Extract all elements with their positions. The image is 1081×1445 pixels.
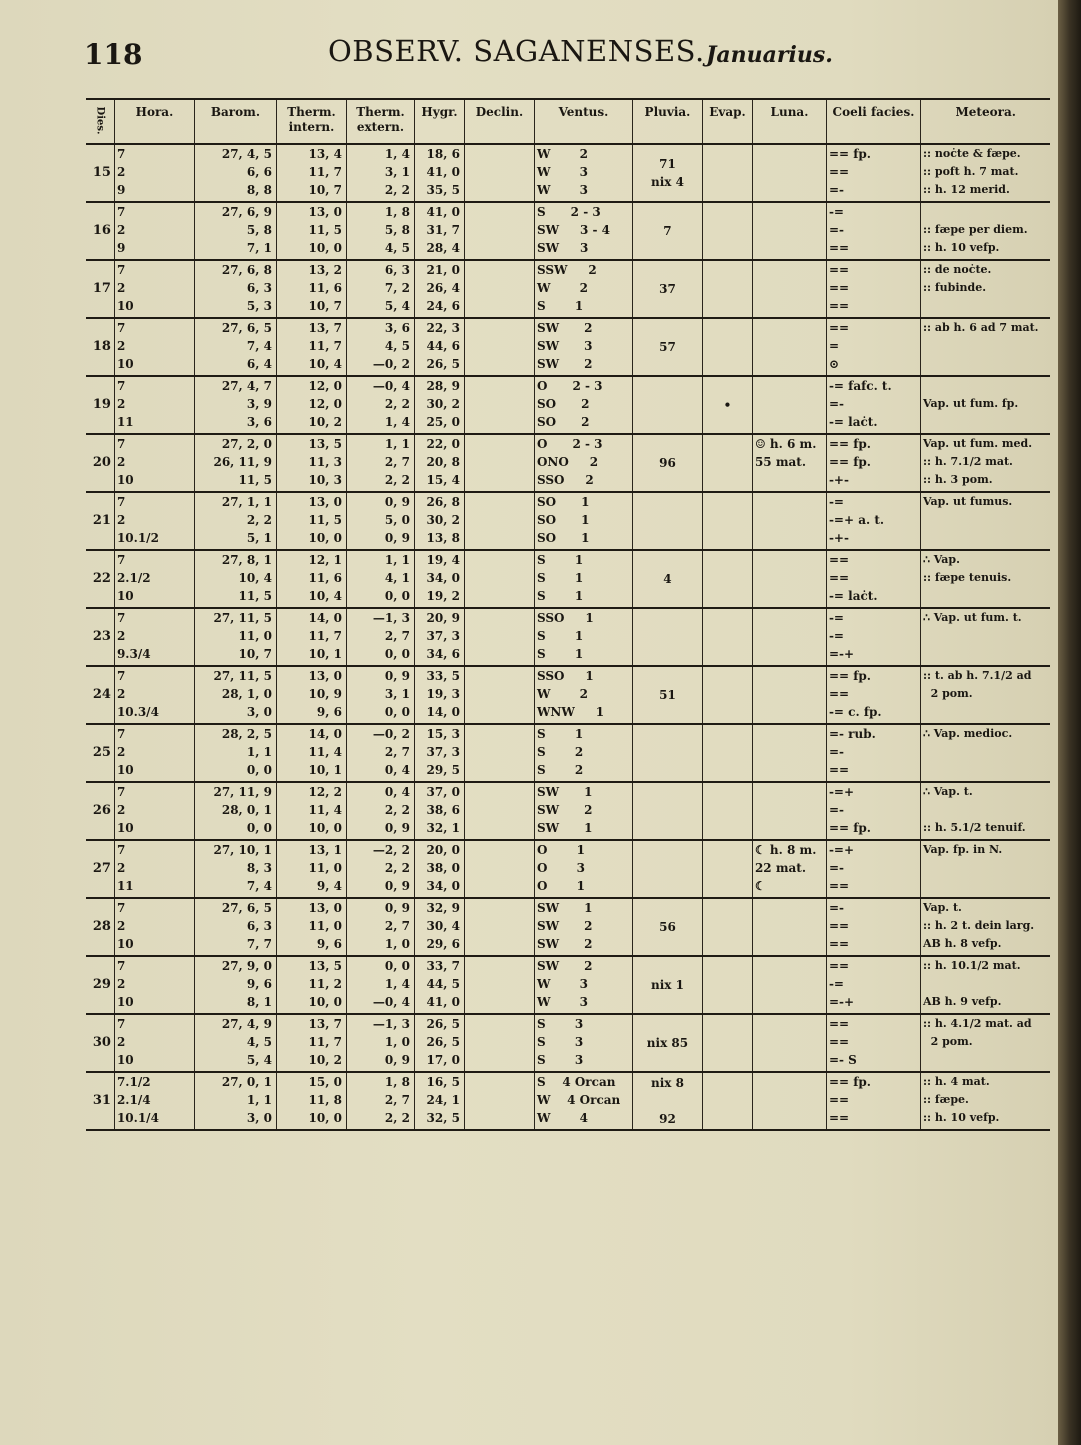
cell-ventus: S 4 Orcan W 4 Orcan W 4 [534, 1072, 632, 1130]
cell-hora: 7 2 11 [114, 840, 194, 898]
cell-pluvia [632, 840, 702, 898]
cell-ventus: SW 2 W 3 W 3 [534, 956, 632, 1014]
cell-therm-extern: 1, 8 5, 8 4, 5 [346, 202, 414, 260]
cell-declin [464, 318, 534, 376]
cell-coeli-facies: == -= =-+ [826, 956, 920, 1014]
cell-pluvia: 51 [632, 666, 702, 724]
cell-barom: 27, 6, 5 7, 4 6, 4 [194, 318, 276, 376]
cell-barom: 28, 2, 5 1, 1 0, 0 [194, 724, 276, 782]
header-luna: Luna. [752, 99, 826, 144]
header-dies: Dies. [86, 99, 114, 144]
cell-meteora: ∴ Vap. :: fæpe tenuis. [920, 550, 1050, 608]
cell-evap [702, 782, 752, 840]
table-row [86, 492, 1050, 550]
cell-ventus: SO 1 SO 1 SO 1 [534, 492, 632, 550]
cell-ventus: SW 1 SW 2 SW 1 [534, 782, 632, 840]
cell-pluvia: 57 [632, 318, 702, 376]
table-row [86, 782, 1050, 840]
cell-hygr: 16, 5 24, 1 32, 5 [414, 1072, 464, 1130]
cell-coeli-facies: == == =- S [826, 1014, 920, 1072]
cell-luna [752, 318, 826, 376]
cell-luna [752, 550, 826, 608]
cell-ventus: S 1 S 1 S 1 [534, 550, 632, 608]
cell-declin [464, 1014, 534, 1072]
cell-meteora: Vap. ut fumus. [920, 492, 1050, 550]
header-hygr: Hygr. [414, 99, 464, 144]
cell-therm-extern: 0, 9 2, 7 1, 0 [346, 898, 414, 956]
cell-declin [464, 434, 534, 492]
cell-barom: 27, 4, 7 3, 9 3, 6 [194, 376, 276, 434]
cell-pluvia [632, 608, 702, 666]
cell-evap [702, 956, 752, 1014]
cell-therm-intern: 13, 5 11, 3 10, 3 [276, 434, 346, 492]
observations-table [86, 98, 1050, 1131]
cell-day: 28 [86, 898, 114, 956]
cell-evap [702, 724, 752, 782]
cell-hora: 7 2 10 [114, 1014, 194, 1072]
cell-meteora: :: de noċte. :: fubinde. [920, 260, 1050, 318]
cell-barom: 27, 6, 5 6, 3 7, 7 [194, 898, 276, 956]
cell-pluvia: 96 [632, 434, 702, 492]
cell-pluvia: 37 [632, 260, 702, 318]
cell-meteora: :: h. 4.1/2 mat. ad 2 pom. [920, 1014, 1050, 1072]
cell-hygr: 28, 9 30, 2 25, 0 [414, 376, 464, 434]
cell-coeli-facies: -=+ =- == fp. [826, 782, 920, 840]
cell-hora: 7 2 10 [114, 782, 194, 840]
cell-pluvia [632, 724, 702, 782]
cell-coeli-facies: == fp. == fp. -+- [826, 434, 920, 492]
cell-therm-extern: 0, 0 1, 4 —0, 4 [346, 956, 414, 1014]
table-body [86, 144, 1050, 1130]
table-row [86, 1072, 1050, 1130]
cell-hygr: 37, 0 38, 6 32, 1 [414, 782, 464, 840]
cell-day: 17 [86, 260, 114, 318]
cell-meteora: ∴ Vap. ut fum. t. [920, 608, 1050, 666]
cell-therm-intern: 13, 4 11, 7 10, 7 [276, 144, 346, 202]
cell-luna [752, 1072, 826, 1130]
cell-luna [752, 666, 826, 724]
cell-hygr: 18, 6 41, 0 35, 5 [414, 144, 464, 202]
cell-therm-extern: 3, 6 4, 5 —0, 2 [346, 318, 414, 376]
cell-day: 20 [86, 434, 114, 492]
cell-ventus: SSO 1 W 2 WNW 1 [534, 666, 632, 724]
cell-barom: 27, 11, 5 28, 1, 0 3, 0 [194, 666, 276, 724]
cell-meteora: :: t. ab h. 7.1/2 ad 2 pom. [920, 666, 1050, 724]
cell-ventus: S 2 - 3 SW 3 - 4 SW 3 [534, 202, 632, 260]
cell-therm-extern: —0, 2 2, 7 0, 4 [346, 724, 414, 782]
header-pluvia: Pluvia. [632, 99, 702, 144]
cell-luna [752, 1014, 826, 1072]
cell-day: 29 [86, 956, 114, 1014]
cell-hygr: 15, 3 37, 3 29, 5 [414, 724, 464, 782]
cell-luna [752, 202, 826, 260]
cell-evap [702, 1014, 752, 1072]
table-row [86, 550, 1050, 608]
cell-declin [464, 1072, 534, 1130]
cell-luna: ☾ h. 8 m. 22 mat. ☾ [752, 840, 826, 898]
cell-hora: 7.1/2 2.1/4 10.1/4 [114, 1072, 194, 1130]
table-row [86, 144, 1050, 202]
cell-therm-intern: 15, 0 11, 8 10, 0 [276, 1072, 346, 1130]
cell-therm-extern: —0, 4 2, 2 1, 4 [346, 376, 414, 434]
cell-evap [702, 608, 752, 666]
cell-luna [752, 376, 826, 434]
cell-declin [464, 782, 534, 840]
cell-therm-extern: 1, 1 2, 7 2, 2 [346, 434, 414, 492]
cell-ventus: SW 2 SW 3 SW 2 [534, 318, 632, 376]
cell-luna [752, 956, 826, 1014]
header-meteora: Meteora. [920, 99, 1050, 144]
cell-barom: 27, 1, 1 2, 2 5, 1 [194, 492, 276, 550]
header-barom: Barom. [194, 99, 276, 144]
cell-declin [464, 666, 534, 724]
cell-evap [702, 898, 752, 956]
page-binding-edge [1058, 0, 1081, 1445]
cell-day: 21 [86, 492, 114, 550]
cell-hora: 7 2 10.3/4 [114, 666, 194, 724]
cell-hygr: 22, 0 20, 8 15, 4 [414, 434, 464, 492]
header-declin: Declin. [464, 99, 534, 144]
cell-luna [752, 492, 826, 550]
cell-pluvia [632, 782, 702, 840]
cell-coeli-facies: == fp. == == [826, 1072, 920, 1130]
cell-therm-extern: 0, 9 3, 1 0, 0 [346, 666, 414, 724]
cell-barom: 27, 9, 0 9, 6 8, 1 [194, 956, 276, 1014]
cell-coeli-facies: -= =- == [826, 202, 920, 260]
cell-ventus: S 1 S 2 S 2 [534, 724, 632, 782]
table-row [86, 724, 1050, 782]
table-row [86, 666, 1050, 724]
cell-evap [702, 550, 752, 608]
cell-evap [702, 202, 752, 260]
header-evap: Evap. [702, 99, 752, 144]
cell-evap [702, 840, 752, 898]
cell-therm-extern: —1, 3 2, 7 0, 0 [346, 608, 414, 666]
cell-therm-extern: 1, 1 4, 1 0, 0 [346, 550, 414, 608]
cell-luna [752, 144, 826, 202]
cell-pluvia: nix 85 [632, 1014, 702, 1072]
cell-coeli-facies: -=+ =- == [826, 840, 920, 898]
cell-hygr: 33, 7 44, 5 41, 0 [414, 956, 464, 1014]
table-row [86, 202, 1050, 260]
cell-barom: 27, 4, 9 4, 5 5, 4 [194, 1014, 276, 1072]
cell-hora: 7 2 10 [114, 898, 194, 956]
cell-declin [464, 492, 534, 550]
cell-therm-intern: 13, 0 11, 5 10, 0 [276, 492, 346, 550]
cell-meteora: Vap. ut fum. med. :: h. 7.1/2 mat. :: h. 3 pom. [920, 434, 1050, 492]
cell-therm-extern: 1, 8 2, 7 2, 2 [346, 1072, 414, 1130]
cell-declin [464, 840, 534, 898]
cell-barom: 27, 2, 0 26, 11, 9 11, 5 [194, 434, 276, 492]
cell-therm-intern: 13, 7 11, 7 10, 4 [276, 318, 346, 376]
cell-hora: 7 2 10.1/2 [114, 492, 194, 550]
cell-evap [702, 492, 752, 550]
cell-meteora: ∴ Vap. medioc. [920, 724, 1050, 782]
cell-hora: 7 2 9.3/4 [114, 608, 194, 666]
cell-therm-extern: —1, 3 1, 0 0, 9 [346, 1014, 414, 1072]
cell-hygr: 33, 5 19, 3 14, 0 [414, 666, 464, 724]
cell-meteora: ∴ Vap. t. :: h. 5.1/2 tenuif. [920, 782, 1050, 840]
cell-evap [702, 666, 752, 724]
cell-hora: 7 2 9 [114, 144, 194, 202]
header-therm-intern: Therm. intern. [276, 99, 346, 144]
month-label: Januarius. [706, 42, 833, 68]
cell-meteora: Vap. ut fum. fp. [920, 376, 1050, 434]
cell-hygr: 32, 9 30, 4 29, 6 [414, 898, 464, 956]
table-row [86, 898, 1050, 956]
cell-day: 18 [86, 318, 114, 376]
header-therm-extern: Therm. extern. [346, 99, 414, 144]
cell-therm-intern: 13, 7 11, 7 10, 2 [276, 1014, 346, 1072]
cell-declin [464, 724, 534, 782]
cell-ventus: W 2 W 3 W 3 [534, 144, 632, 202]
cell-therm-extern: 6, 3 7, 2 5, 4 [346, 260, 414, 318]
cell-hygr: 26, 5 26, 5 17, 0 [414, 1014, 464, 1072]
cell-therm-intern: 12, 1 11, 6 10, 4 [276, 550, 346, 608]
table-row [86, 318, 1050, 376]
cell-meteora: :: h. 4 mat. :: fæpe. :: h. 10 vefp. [920, 1072, 1050, 1130]
cell-luna [752, 260, 826, 318]
cell-coeli-facies: -= -=+ a. t. -+- [826, 492, 920, 550]
cell-day: 22 [86, 550, 114, 608]
cell-barom: 27, 10, 1 8, 3 7, 4 [194, 840, 276, 898]
cell-coeli-facies: == = ⊙ [826, 318, 920, 376]
cell-declin [464, 376, 534, 434]
cell-ventus: SSO 1 S 1 S 1 [534, 608, 632, 666]
cell-coeli-facies: -= -= =-+ [826, 608, 920, 666]
table-row [86, 260, 1050, 318]
cell-evap [702, 1072, 752, 1130]
cell-pluvia: 7 [632, 202, 702, 260]
header-hora: Hora. [114, 99, 194, 144]
cell-declin [464, 260, 534, 318]
cell-luna [752, 724, 826, 782]
cell-coeli-facies: =- == == [826, 898, 920, 956]
cell-declin [464, 550, 534, 608]
cell-hygr: 26, 8 30, 2 13, 8 [414, 492, 464, 550]
cell-ventus: SSW 2 W 2 S 1 [534, 260, 632, 318]
cell-ventus: O 2 - 3 SO 2 SO 2 [534, 376, 632, 434]
cell-day: 30 [86, 1014, 114, 1072]
cell-hora: 7 2 10 [114, 956, 194, 1014]
cell-hygr: 21, 0 26, 4 24, 6 [414, 260, 464, 318]
cell-pluvia: nix 1 [632, 956, 702, 1014]
cell-ventus: S 3 S 3 S 3 [534, 1014, 632, 1072]
cell-therm-extern: —2, 2 2, 2 0, 9 [346, 840, 414, 898]
cell-day: 26 [86, 782, 114, 840]
cell-coeli-facies: == fp. == -= c. fp. [826, 666, 920, 724]
table-header [86, 99, 1050, 144]
cell-declin [464, 956, 534, 1014]
cell-hora: 7 2 10 [114, 260, 194, 318]
cell-barom: 27, 8, 1 10, 4 11, 5 [194, 550, 276, 608]
cell-barom: 27, 6, 9 5, 8 7, 1 [194, 202, 276, 260]
table-row [86, 434, 1050, 492]
cell-day: 16 [86, 202, 114, 260]
cell-hygr: 20, 9 37, 3 34, 6 [414, 608, 464, 666]
cell-evap [702, 434, 752, 492]
cell-ventus: O 1 O 3 O 1 [534, 840, 632, 898]
cell-pluvia: 56 [632, 898, 702, 956]
cell-evap [702, 260, 752, 318]
cell-therm-intern: 13, 0 11, 5 10, 0 [276, 202, 346, 260]
cell-barom: 27, 6, 8 6, 3 5, 3 [194, 260, 276, 318]
cell-day: 27 [86, 840, 114, 898]
cell-therm-intern: 13, 1 11, 0 9, 4 [276, 840, 346, 898]
cell-coeli-facies: == == == [826, 260, 920, 318]
table-row [86, 956, 1050, 1014]
cell-pluvia: 4 [632, 550, 702, 608]
cell-hora: 7 2 10 [114, 724, 194, 782]
cell-coeli-facies: == == -= laċt. [826, 550, 920, 608]
cell-declin [464, 202, 534, 260]
cell-therm-extern: 1, 4 3, 1 2, 2 [346, 144, 414, 202]
cell-hora: 7 2 10 [114, 318, 194, 376]
table-row [86, 840, 1050, 898]
page-title: OBSERV. SAGANENSES. [328, 34, 705, 68]
cell-luna [752, 608, 826, 666]
table-row [86, 376, 1050, 434]
cell-meteora: :: noċte & fæpe. :: poft h. 7 mat. :: h. 12 merid. [920, 144, 1050, 202]
header-ventus: Ventus. [534, 99, 632, 144]
cell-coeli-facies: =- rub. =- == [826, 724, 920, 782]
cell-luna: ☺ h. 6 m. 55 mat. [752, 434, 826, 492]
cell-declin [464, 898, 534, 956]
cell-coeli-facies: == fp. == =- [826, 144, 920, 202]
cell-therm-intern: 14, 0 11, 7 10, 1 [276, 608, 346, 666]
cell-therm-intern: 13, 0 11, 0 9, 6 [276, 898, 346, 956]
cell-day: 15 [86, 144, 114, 202]
cell-day: 24 [86, 666, 114, 724]
cell-pluvia: 71 nix 4 [632, 144, 702, 202]
cell-barom: 27, 11, 5 11, 0 10, 7 [194, 608, 276, 666]
cell-therm-intern: 14, 0 11, 4 10, 1 [276, 724, 346, 782]
cell-barom: 27, 4, 5 6, 6 8, 8 [194, 144, 276, 202]
cell-luna [752, 782, 826, 840]
cell-meteora: :: fæpe per diem. :: h. 10 vefp. [920, 202, 1050, 260]
cell-hygr: 20, 0 38, 0 34, 0 [414, 840, 464, 898]
cell-barom: 27, 11, 9 28, 0, 1 0, 0 [194, 782, 276, 840]
cell-day: 19 [86, 376, 114, 434]
page-number: 118 [84, 38, 143, 71]
cell-therm-intern: 12, 2 11, 4 10, 0 [276, 782, 346, 840]
header-coeli-facies: Coeli facies. [826, 99, 920, 144]
cell-day: 25 [86, 724, 114, 782]
cell-pluvia [632, 492, 702, 550]
cell-meteora: :: h. 10.1/2 mat. AB h. 9 vefp. [920, 956, 1050, 1014]
cell-hygr: 19, 4 34, 0 19, 2 [414, 550, 464, 608]
cell-ventus: O 2 - 3 ONO 2 SSO 2 [534, 434, 632, 492]
cell-meteora: Vap. t. :: h. 2 t. dein larg. AB h. 8 vefp. [920, 898, 1050, 956]
cell-therm-intern: 13, 2 11, 6 10, 7 [276, 260, 346, 318]
cell-hora: 7 2 9 [114, 202, 194, 260]
cell-day: 31 [86, 1072, 114, 1130]
cell-pluvia [632, 376, 702, 434]
cell-therm-intern: 12, 0 12, 0 10, 2 [276, 376, 346, 434]
cell-evap [702, 318, 752, 376]
cell-therm-extern: 0, 4 2, 2 0, 9 [346, 782, 414, 840]
cell-hora: 7 2.1/2 10 [114, 550, 194, 608]
cell-coeli-facies: -= fafc. t. =- -= laċt. [826, 376, 920, 434]
cell-pluvia: nix 8 92 [632, 1072, 702, 1130]
cell-therm-intern: 13, 5 11, 2 10, 0 [276, 956, 346, 1014]
cell-ventus: SW 1 SW 2 SW 2 [534, 898, 632, 956]
table-row [86, 608, 1050, 666]
cell-luna [752, 898, 826, 956]
table-row [86, 1014, 1050, 1072]
cell-therm-intern: 13, 0 10, 9 9, 6 [276, 666, 346, 724]
cell-therm-extern: 0, 9 5, 0 0, 9 [346, 492, 414, 550]
cell-declin [464, 608, 534, 666]
cell-day: 23 [86, 608, 114, 666]
cell-hora: 7 2 11 [114, 376, 194, 434]
cell-barom: 27, 0, 1 1, 1 3, 0 [194, 1072, 276, 1130]
cell-hygr: 22, 3 44, 6 26, 5 [414, 318, 464, 376]
cell-declin [464, 144, 534, 202]
cell-evap [702, 144, 752, 202]
cell-hora: 7 2 10 [114, 434, 194, 492]
cell-evap: • [702, 376, 752, 434]
cell-meteora: :: ab h. 6 ad 7 mat. [920, 318, 1050, 376]
cell-hygr: 41, 0 31, 7 28, 4 [414, 202, 464, 260]
cell-meteora: Vap. fp. in N. [920, 840, 1050, 898]
